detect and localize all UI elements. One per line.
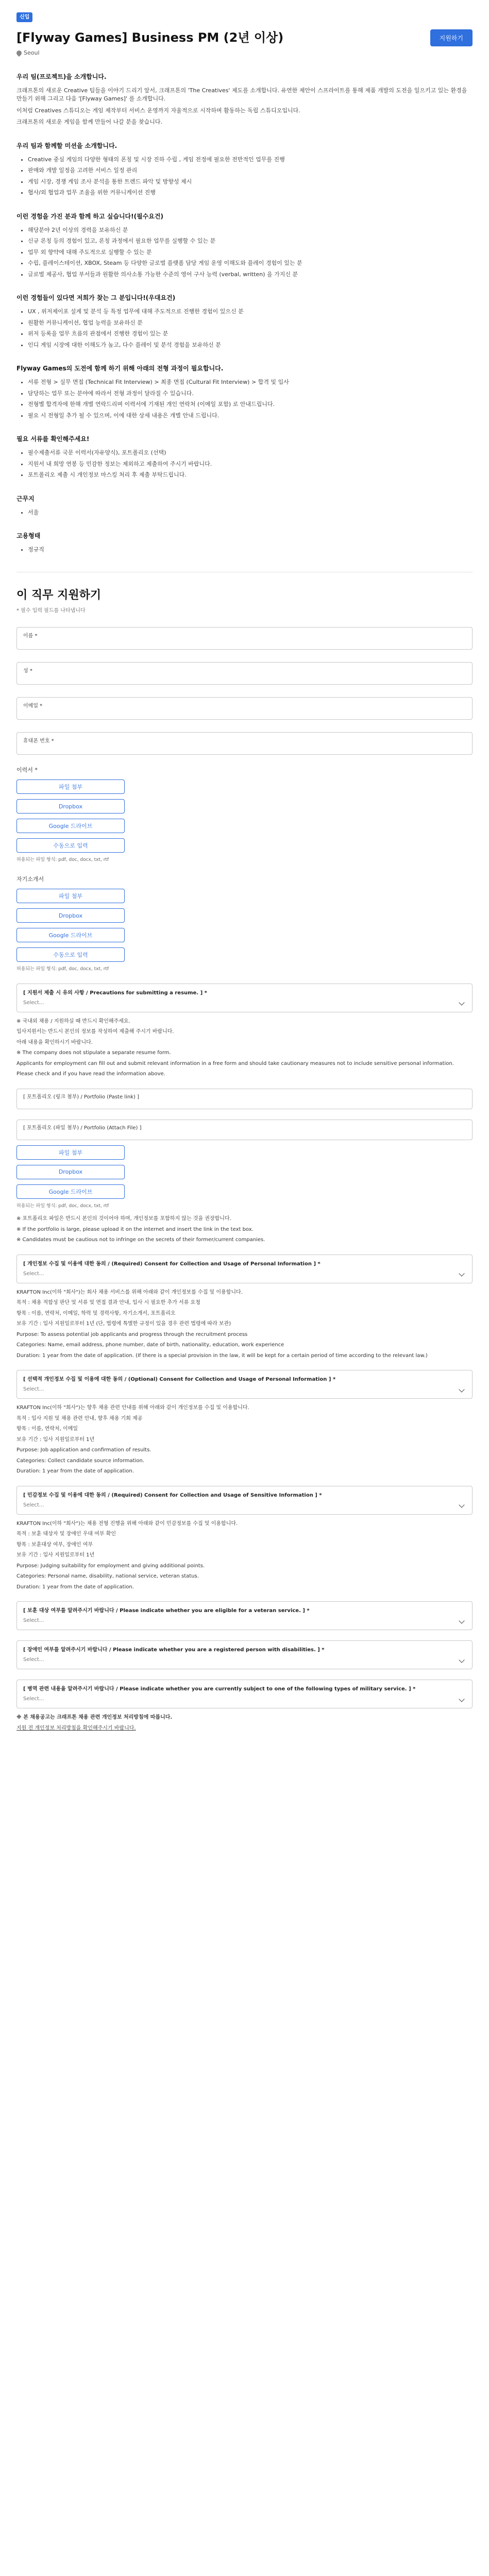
select-value: Select...: [23, 999, 44, 1006]
list-item: • 업무 외 향약에 대해 주도적으로 실행할 수 있는 분: [28, 248, 473, 257]
portfolio-file-label: [ 포트폴리오 (파일 첨부) / Portfolio (Attach File) ]: [23, 1125, 142, 1131]
section-title: 근무지: [16, 495, 35, 502]
content-section: [16, 494, 473, 517]
select-value: Select...: [23, 1270, 44, 1277]
list-item: • 정규직: [28, 546, 473, 554]
question-select[interactable]: [23, 1501, 466, 1509]
final-notice: [16, 1714, 473, 1732]
resume-upload-buttons: [16, 779, 473, 853]
question-consent-required[interactable]: [16, 1255, 473, 1283]
notice-line: Duration: 1 year from the date of application. (If there is a special provision in the law, it will be kept for a certain period of time according to the relevant law.): [16, 1352, 428, 1359]
upload-option-button[interactable]: Google 드라이브: [16, 1184, 125, 1199]
portfolio-upload-buttons: [16, 1145, 473, 1199]
question-label: [ 선택적 개인정보 수집 및 이용에 대한 동의 / (Optional) Consent for Collection and Usage of Personal Information ] *: [23, 1377, 336, 1382]
chevron-down-icon: [459, 999, 464, 1005]
notice-line: 목적 : 입사 지원 및 채용 관련 안내, 향후 채용 기회 제공: [16, 1415, 143, 1421]
question-label: [ 지원서 제출 시 유의 사항 / Precautions for submitting a resume. ] *: [23, 990, 207, 996]
notice-line: ※ 국내외 채용 / 지원하실 때 반드시 확인해주세요.: [16, 1018, 130, 1024]
question-select[interactable]: [23, 1385, 466, 1393]
notice-line: ※ The company does not stipulate a separate resume form.: [16, 1050, 171, 1056]
chevron-down-icon: [459, 1618, 464, 1623]
portfolio-file-box: [16, 1120, 473, 1140]
content-section: [16, 364, 473, 420]
bullet-list: [16, 449, 473, 480]
notice-line: Purpose: To assess potential job applicants and progress through the recruitment process: [16, 1331, 248, 1337]
field-label: 이메일 *: [23, 703, 43, 709]
question-label: [ 보훈 대상 여부를 알려주시기 바랍니다 / Please indicate whether you are eligible for a veteran service. ] *: [23, 1608, 310, 1614]
question-veteran[interactable]: [16, 1601, 473, 1630]
required-note: * 필수 입력 필드를 나타냅니다: [16, 607, 86, 614]
text-input-field[interactable]: [16, 732, 473, 755]
question-consent-optional[interactable]: [16, 1370, 473, 1399]
section-title: 고용형태: [16, 532, 41, 539]
section-title: 이런 경험을 가진 분과 함께 하고 싶습니다!(필수요건): [16, 212, 163, 220]
list-item: • 지원서 내 희망 연봉 등 민감한 정보는 제외하고 제출하여 주시기 바랍니다.: [28, 460, 473, 469]
notice-line: Categories: Collect candidate source information.: [16, 1458, 144, 1464]
notice-line: ※ If the portfolio is large, please upload it on the internet and insert the link in the text box.: [16, 1226, 254, 1232]
list-item: • 포트폴리오 제출 시 개인정보 마스킹 처리 후 제출 부탁드립니다.: [28, 471, 473, 480]
notice-line: Categories: Personal name, disability, national service, veteran status.: [16, 1573, 199, 1579]
list-item: • Creative 중심 게임의 다양한 형태의 폰칭 및 시장 진하 수립 , 게임 전정에 필요한 전반적인 업무를 진행: [28, 156, 473, 164]
section-title: 우리 팀(프로젝트)을 소개합니다.: [16, 73, 107, 80]
notice-consent-required: [16, 1289, 473, 1360]
notice-line: ※ Candidates must be cautious not to infringe on the secrets of their former/current companies.: [16, 1237, 265, 1243]
final-note: ※ 본 채용공고는 크래프톤 채용 관련 개인정보 처리방침에 따릅니다.: [16, 1715, 173, 1720]
cover-upload-buttons: [16, 889, 473, 962]
question-label: [ 민감정보 수집 및 이용에 대한 동의 / (Required) Consent for Collection and Usage of Sensitive Information ] *: [23, 1492, 322, 1498]
notice-line: 목적 : 채용 적합성 판단 및 서류 및 면접 결과 안내, 입사 시 필요한 추가 서류 요청: [16, 1300, 200, 1306]
upload-option-button[interactable]: Google 드라이브: [16, 928, 125, 942]
notice-line: KRAFTON Inc(이하 "회사")는 채용 전형 진행을 위해 아래와 같이 민감정보를 수집 및 이용합니다.: [16, 1520, 238, 1527]
notice-line: Purpose: Judging suitability for employment and giving additional points.: [16, 1563, 205, 1569]
question-label: [ 장애인 여부를 알려주시기 바랍니다 / Please indicate whether you are a registered person with disabilities. ] *: [23, 1647, 325, 1653]
notice-line: Please check and if you have read the information above.: [16, 1071, 165, 1077]
notice-line: 목적 : 보훈 대상자 및 장애인 우대 여부 확인: [16, 1531, 116, 1537]
notice-line: 아래 내용을 확인하시기 바랍니다.: [16, 1039, 93, 1045]
notice-line: Duration: 1 year from the date of application.: [16, 1584, 134, 1590]
field-label: 이름 *: [23, 633, 38, 639]
content-section: [16, 72, 473, 127]
chevron-down-icon: [459, 1502, 464, 1507]
notice-line: 항목 : 이름, 연락처, 이메일, 학력 및 경력사항, 자기소개서, 포트폴리오: [16, 1310, 176, 1316]
bullet-list: [16, 378, 473, 420]
field-label: 휴대폰 번호 *: [23, 738, 54, 744]
question-disability[interactable]: [16, 1640, 473, 1669]
bullet-list: [16, 156, 473, 197]
upload-option-button[interactable]: Google 드라이브: [16, 819, 125, 833]
bullet-list: [16, 509, 473, 517]
list-item: • 필수제출서류 국문 이력서(자유양식), 포트폴리오 (선택): [28, 449, 473, 457]
section-title: Flyway Games의 도전에 함께 하기 위해 아래의 전형 과정이 필요합니다.: [16, 365, 224, 372]
list-item: • 게임 시장, 경쟁 게임 조사 분석을 통한 트렌드 파악 및 방향성 제시: [28, 178, 473, 187]
application-form: [16, 587, 473, 1733]
question-select[interactable]: [23, 1695, 466, 1703]
question-select[interactable]: [23, 1617, 466, 1624]
notice-line: Purpose: Job application and confirmation of results.: [16, 1447, 151, 1453]
list-item: • 서울: [28, 509, 473, 517]
list-item: • 원활한 커뮤니케이션, 협업 능력을 보유하신 분: [28, 319, 473, 328]
select-value: Select...: [23, 1618, 44, 1623]
notice-consent-optional: [16, 1404, 473, 1476]
question-select[interactable]: [23, 1270, 466, 1278]
select-value: Select...: [23, 1386, 44, 1392]
final-note: 지원 전 개인정보 처리방침을 확인해주시기 바랍니다.: [16, 1725, 136, 1731]
list-item: • 협사/외 협업과 업무 조율을 위한 커뮤니케이션 진행: [28, 189, 473, 197]
resume-hint: 허용되는 파일 형식: pdf, doc, docx, txt, rtf: [16, 857, 109, 862]
notice-line: 항목 : 보훈대상 여부, 장애인 여부: [16, 1541, 93, 1548]
bullet-list: [16, 226, 473, 279]
portfolio-hint: 허용되는 파일 형식: pdf, doc, docx, txt, rtf: [16, 1203, 109, 1209]
list-item: • UX , 위저제이포 설계 및 분석 등 특정 업무에 대해 주도적으로 진행한 경험이 있으신 분: [28, 308, 473, 316]
text-input-field[interactable]: [16, 627, 473, 650]
section-title: 이런 경험들이 있다면 저희가 찾는 그 분입니다!(우대요건): [16, 294, 176, 301]
upload-option-button[interactable]: 파일 첨부: [16, 1145, 125, 1160]
question-label: [ 병역 관련 내용을 알려주시기 바랍니다 / Please indicate whether you are currently subject to one of the following types of military service. ] *: [23, 1686, 416, 1692]
chevron-down-icon: [459, 1657, 464, 1663]
list-item: • 신규 론칭 등의 경험이 있고, 론칭 과정에서 필요한 업무를 실행할 수 있는 분: [28, 237, 473, 246]
select-value: Select...: [23, 1696, 44, 1702]
chevron-down-icon: [459, 1696, 464, 1702]
upload-option-button[interactable]: 수동으로 입력: [16, 947, 125, 962]
bullet-list: [16, 308, 473, 349]
cover-hint: 허용되는 파일 형식: pdf, doc, docx, txt, rtf: [16, 967, 109, 972]
notice-line: 항목 : 이름, 연락처, 이메일: [16, 1426, 78, 1432]
notice-line: ※ 포트폴리오 파일은 반드시 본인의 것이어야 하며, 개인정보를 포함하지 않는 것을 권장합니다.: [16, 1216, 231, 1222]
notice-portfolio: [16, 1215, 473, 1244]
upload-option-button[interactable]: 파일 첨부: [16, 889, 125, 903]
question-select[interactable]: [23, 1656, 466, 1664]
select-value: Select...: [23, 1502, 44, 1508]
header: [16, 0, 473, 58]
upload-option-button[interactable]: 수동으로 입력: [16, 838, 125, 853]
content-section: [16, 141, 473, 197]
location-pin-icon: [15, 49, 23, 57]
question-consent-sensitive[interactable]: [16, 1486, 473, 1515]
field-label: 성 *: [23, 668, 32, 674]
question-label: [ 개인정보 수집 및 이용에 대한 동의 / (Required) Consent for Collection and Usage of Personal Information ] *: [23, 1261, 321, 1267]
content-section: [16, 293, 473, 349]
upload-option-button[interactable]: Dropbox: [16, 908, 125, 923]
chevron-down-icon: [459, 1270, 464, 1276]
notice-consent-sensitive: [16, 1520, 473, 1591]
list-item: • 전형별 합격자에 한해 개별 연락드리며 이력서에 기재된 개인 연락처 (이메일 포함) 로 안내드립니다.: [28, 400, 473, 409]
upload-option-button[interactable]: Dropbox: [16, 1165, 125, 1179]
content-section: [16, 212, 473, 279]
upload-option-button[interactable]: 파일 첨부: [16, 779, 125, 794]
section-title: 필요 서류를 확인해주세요!: [16, 435, 90, 443]
form-title: 이 직무 지원하기: [16, 588, 102, 602]
question-select[interactable]: [23, 999, 466, 1007]
job-badge: 신입: [16, 12, 32, 22]
list-item: • 담당하는 업무 또는 분야에 따라서 전형 과정이 달라질 수 있습니다.: [28, 389, 473, 398]
page-title: [Flyway Games] Business PM (2년 이상): [16, 30, 284, 45]
list-item: • 필요 시 전형일 추가 될 수 있으며, 이에 대한 상세 내용은 개별 안내 드립니다.: [28, 412, 473, 420]
notice-line: Duration: 1 year from the date of application.: [16, 1468, 134, 1474]
upload-option-button[interactable]: Dropbox: [16, 799, 125, 814]
list-item: • 위저 등록을 업무 흐름의 관점에서 진행한 경험이 있는 분: [28, 330, 473, 338]
portfolio-link-input[interactable]: [16, 1089, 473, 1109]
section-paragraph: 크래프톤의 새로운 게임을 함께 만들어 나갈 분을 찾습니다.: [16, 118, 162, 125]
notice-line: 보유 기간 : 입사 지원일로부터 1년 (단, 법령에 특별한 규정이 있을 경우 관련 법령에 따라 보관): [16, 1321, 231, 1327]
notice-line: KRAFTON Inc(이하 "회사")는 회사 채용 서비스를 위해 아래와 같이 개인정보를 수집 및 이용합니다.: [16, 1289, 243, 1295]
section-paragraph: 크래프톤의 새로운 Creative 팀들을 이야기 드리기 앞서, 크래프톤의 'The Creatives' 제도를 소개합니다. 유연한 제안이 스프라이트를 통해 제품 개발의 도전을 일으키고 있는 환경을 만들기 위해 그리고 다음 '[Flyway Games]' 를 소개합니다.: [16, 87, 467, 102]
content-section: [16, 531, 473, 554]
list-item: • 판매와 개발 일정을 고려한 서비스 일정 관리: [28, 166, 473, 175]
question-military[interactable]: [16, 1680, 473, 1708]
portfolio-link-label: [ 포트폴리오 (링크 첨부) / Portfolio (Paste link) ]: [23, 1094, 139, 1100]
question-precautions[interactable]: [16, 984, 473, 1012]
form-fields: [16, 627, 473, 755]
location-text: Seoul: [24, 49, 40, 56]
list-item: • 수립, 플레이스테이션, XBOX, Steam 등 다양한 글로벌 플랫폼 담당 게임 운영 이해도와 플레이 경험이 있는 분: [28, 259, 473, 268]
list-item: • 서류 전형 > 실무 면접 (Technical Fit Interview) > 최종 면접 (Cultural Fit Interview) > 합격 및 입사: [28, 378, 473, 387]
content-section: [16, 434, 473, 480]
header-row: [16, 28, 473, 47]
list-item: • 글로벌 제공사, 협업 부서들과 원활한 의사소통 가능한 수준의 영어 구사 능력 (verbal, written) 을 가지신 분: [28, 270, 473, 279]
section-title: 우리 팀과 함께할 미션을 소개합니다.: [16, 142, 117, 149]
text-input-field[interactable]: [16, 662, 473, 685]
text-input-field[interactable]: [16, 697, 473, 720]
notice-line: 보유 기간 : 입사 지원일로부터 1년: [16, 1552, 95, 1558]
notice-line: Applicants for employment can fill out and submit relevant information in a free form and should take cautionary measures not to include sensitive personal information.: [16, 1060, 454, 1066]
bullet-list: [16, 546, 473, 554]
cover-letter-label: 자기소개서: [16, 875, 44, 883]
list-item: • 해당분야 2년 이상의 경력을 보유하신 분: [28, 226, 473, 235]
section-paragraph: 이처럼 Creatives 스튜디오는 게임 제작부터 서비스 운영까지 자율적으로 시작하며 활동하는 독립 스튜디오입니다.: [16, 107, 300, 114]
location: [16, 49, 473, 58]
notice-line: 입사지원서는 반드시 본인의 정보를 작성하여 제출해 주시기 바랍니다.: [16, 1029, 174, 1035]
select-value: Select...: [23, 1657, 44, 1663]
notice-precautions: [16, 1018, 473, 1078]
job-description: [16, 72, 473, 554]
notice-line: KRAFTON Inc(이하 "회사")는 향후 채용 관련 안내를 위해 아래와 같이 개인정보를 수집 및 이용합니다.: [16, 1405, 249, 1411]
notice-line: Categories: Name, email address, phone number, date of birth, nationality, education, work experience: [16, 1342, 284, 1348]
list-item: • 인디 게임 시장에 대한 이해도가 높고, 다수 플레이 및 분석 경험을 보유하신 분: [28, 341, 473, 350]
notice-line: 보유 기간 : 입사 지원일로부터 1년: [16, 1436, 95, 1443]
apply-button-top[interactable]: 지원하기: [430, 29, 473, 46]
resume-label: 이력서 *: [16, 766, 38, 773]
chevron-down-icon: [459, 1386, 464, 1392]
